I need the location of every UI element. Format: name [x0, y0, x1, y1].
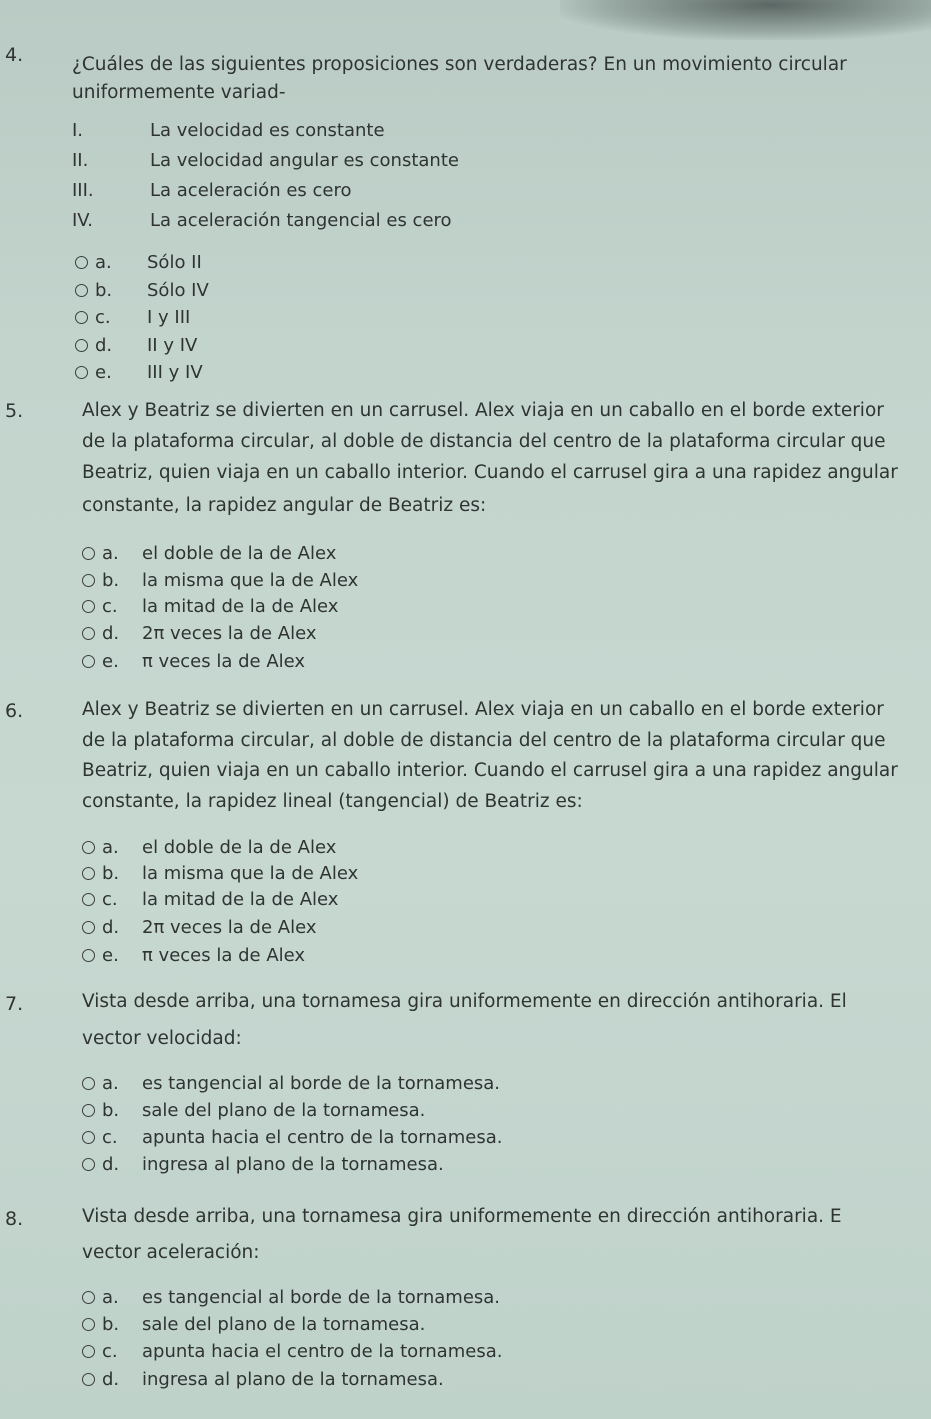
- question-stem-line: Vista desde arriba, una tornamesa gira uniformemente en dirección antihoraria. E: [82, 1206, 842, 1227]
- radio-button[interactable]: [75, 366, 88, 379]
- radio-button[interactable]: [82, 949, 95, 962]
- radio-button[interactable]: [82, 627, 95, 640]
- question-stem-line: constante, la rapidez angular de Beatriz es:: [82, 495, 487, 516]
- radio-button[interactable]: [82, 1131, 95, 1144]
- option-b[interactable]: b. sale del plano de la tornamesa.: [82, 1100, 425, 1121]
- option-c[interactable]: c. I y III: [75, 307, 190, 328]
- question-number: 7.: [5, 993, 24, 1015]
- option-a[interactable]: a. el doble de la de Alex: [82, 543, 336, 564]
- option-d[interactable]: d. ingresa al plano de la tornamesa.: [82, 1369, 444, 1390]
- radio-button[interactable]: [82, 600, 95, 613]
- radio-button[interactable]: [82, 893, 95, 906]
- option-e[interactable]: e. π veces la de Alex: [82, 945, 305, 966]
- option-d[interactable]: d. 2π veces la de Alex: [82, 917, 317, 938]
- option-d[interactable]: d. II y IV: [75, 335, 197, 356]
- radio-button[interactable]: [82, 921, 95, 934]
- option-c[interactable]: c. apunta hacia el centro de la tornamesa.: [82, 1341, 502, 1362]
- radio-button[interactable]: [82, 1318, 95, 1331]
- page-shadow: [560, 0, 931, 40]
- question-stem-line: de la plataforma circular, al doble de distancia del centro de la plataforma circular que: [82, 730, 886, 751]
- option-a[interactable]: a. es tangencial al borde de la tornamesa.: [82, 1073, 500, 1094]
- option-a[interactable]: a. es tangencial al borde de la tornamesa.: [82, 1287, 500, 1308]
- radio-button[interactable]: [82, 655, 95, 668]
- radio-button[interactable]: [82, 547, 95, 560]
- statement-4: IV. La aceleración tangencial es cero: [72, 210, 452, 231]
- question-stem-line: constante, la rapidez lineal (tangencial) de Beatriz es:: [82, 791, 583, 812]
- statement-1: I. La velocidad es constante: [72, 120, 385, 141]
- radio-button[interactable]: [82, 1345, 95, 1358]
- radio-button[interactable]: [82, 1077, 95, 1090]
- option-c[interactable]: c. apunta hacia el centro de la tornamesa.: [82, 1127, 502, 1148]
- question-number: 4.: [5, 44, 24, 66]
- question-number: 6.: [5, 700, 24, 722]
- question-number: 8.: [5, 1208, 24, 1230]
- question-stem-line: uniformemente variad-: [72, 82, 286, 103]
- radio-button[interactable]: [82, 1291, 95, 1304]
- radio-button[interactable]: [75, 339, 88, 352]
- option-b[interactable]: b. sale del plano de la tornamesa.: [82, 1314, 425, 1335]
- option-a[interactable]: a. Sólo II: [75, 252, 202, 273]
- radio-button[interactable]: [75, 284, 88, 297]
- option-e[interactable]: e. III y IV: [75, 362, 203, 383]
- option-c[interactable]: c. la mitad de la de Alex: [82, 889, 338, 910]
- question-stem-line: Beatriz, quien viaja en un caballo interior. Cuando el carrusel gira a una rapidez angular: [82, 760, 898, 781]
- option-d[interactable]: d. ingresa al plano de la tornamesa.: [82, 1154, 444, 1175]
- radio-button[interactable]: [82, 841, 95, 854]
- question-stem-line: Alex y Beatriz se divierten en un carrusel. Alex viaja en un caballo en el borde exterior: [82, 400, 884, 421]
- radio-button[interactable]: [82, 574, 95, 587]
- radio-button[interactable]: [82, 1158, 95, 1171]
- question-stem-line: vector velocidad:: [82, 1028, 242, 1049]
- option-b[interactable]: b. Sólo IV: [75, 280, 209, 301]
- question-stem-line: Beatriz, quien viaja en un caballo interior. Cuando el carrusel gira a una rapidez angular: [82, 462, 898, 483]
- statement-3: III. La aceleración es cero: [72, 180, 352, 201]
- option-b[interactable]: b. la misma que la de Alex: [82, 863, 358, 884]
- radio-button[interactable]: [75, 256, 88, 269]
- radio-button[interactable]: [82, 1104, 95, 1117]
- option-e[interactable]: e. π veces la de Alex: [82, 651, 305, 672]
- option-b[interactable]: b. la misma que la de Alex: [82, 570, 358, 591]
- radio-button[interactable]: [82, 1373, 95, 1386]
- question-stem-line: vector aceleración:: [82, 1242, 260, 1263]
- question-stem-line: ¿Cuáles de las siguientes proposiciones son verdaderas? En un movimiento circular: [72, 54, 847, 75]
- radio-button[interactable]: [82, 867, 95, 880]
- question-stem-line: Alex y Beatriz se divierten en un carrusel. Alex viaja en un caballo en el borde exterior: [82, 699, 884, 720]
- question-stem-line: Vista desde arriba, una tornamesa gira uniformemente en dirección antihoraria. El: [82, 991, 847, 1012]
- option-a[interactable]: a. el doble de la de Alex: [82, 837, 336, 858]
- radio-button[interactable]: [75, 311, 88, 324]
- question-stem-line: de la plataforma circular, al doble de distancia del centro de la plataforma circular que: [82, 431, 886, 452]
- statement-2: II. La velocidad angular es constante: [72, 150, 459, 171]
- option-c[interactable]: c. la mitad de la de Alex: [82, 596, 338, 617]
- question-number: 5.: [5, 400, 24, 422]
- option-d[interactable]: d. 2π veces la de Alex: [82, 623, 317, 644]
